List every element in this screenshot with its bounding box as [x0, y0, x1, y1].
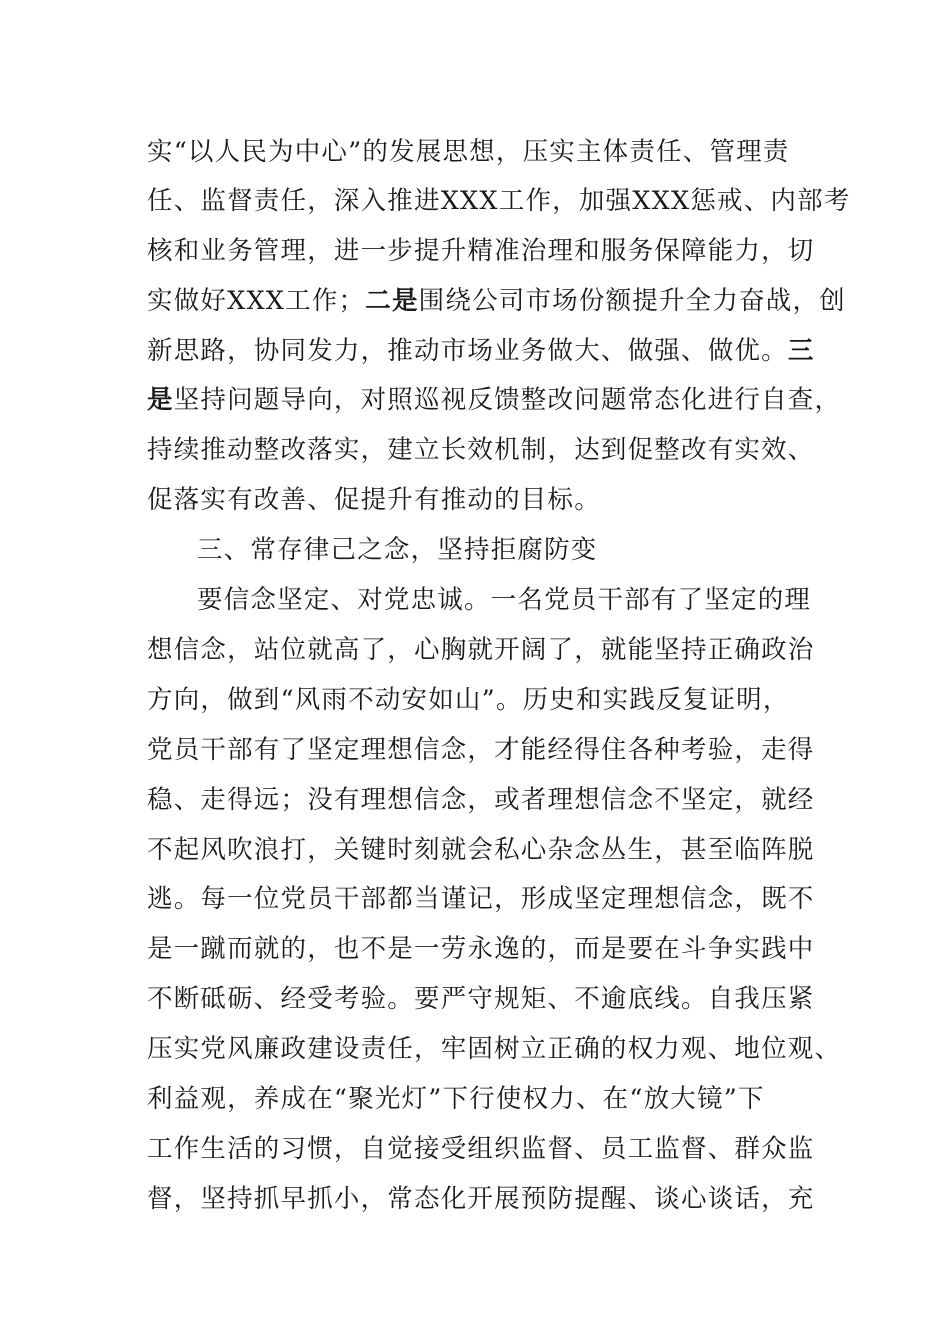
text-line: 促落实有改善、促提升有推动的目标。 — [147, 485, 601, 515]
text-line: 督，坚持抓早抓小，常态化开展预防提醒、谈心谈话，充 — [147, 1184, 815, 1214]
text-line: 方向，做到“风雨不动安如山”。历史和实践反复证明， — [147, 685, 790, 715]
text-line: 压实党风廉政建设责任，牢固树立正确的权力观、地位观、 — [147, 1034, 842, 1064]
text-line: 是一蹴而就的，也不是一劳永逸的，而是要在斗争实践中 — [147, 934, 815, 964]
text-line — [147, 285, 846, 317]
text-line: 想信念，站位就高了，心胸就开阔了，就能坚持正确政治 — [147, 635, 815, 665]
text-line: 不断砥砺、经受考验。要严守规矩、不逾底线。自我压紧 — [147, 984, 815, 1014]
text-line: 稳、走得远；没有理想信念，或者理想信念不坚定，就经 — [147, 785, 815, 815]
text-line — [147, 335, 815, 367]
section-heading: 三、常存律己之念，坚持拒腐防变 — [197, 535, 598, 565]
bold-marker: 三 — [787, 336, 815, 366]
text-line: 要信念坚定、对党忠诚。一名党员干部有了坚定的理 — [197, 585, 812, 615]
text-line: 利益观，养成在“聚光灯”下行使权力、在“放大镜”下 — [147, 1084, 765, 1114]
text-line: 不起风吹浪打，关键时刻就会私心杂念丛生，甚至临阵脱 — [147, 835, 815, 865]
text-span: 坚持问题导向，对照巡视反馈整改问题常态化进行自查， — [173, 385, 842, 415]
bold-marker: 是 — [147, 385, 174, 415]
text-span: 新思路，协同发力，推动市场业务做大、做强、做优。 — [147, 336, 788, 366]
text-line: 持续推动整改落实，建立长效机制，达到促整改有实效、 — [147, 435, 815, 465]
bold-marker: 二是 — [365, 286, 419, 316]
text-line: 党员干部有了坚定理想信念，才能经得住各种考验，走得 — [147, 735, 815, 765]
text-line: 任、监督责任，深入推进XXX工作，加强XXX惩戒、内部考 — [147, 186, 851, 216]
text-span: 围绕公司市场份额提升全力奋战，创 — [418, 286, 846, 316]
text-line: 逃。每一位党员干部都当谨记，形成坚定理想信念，既不 — [147, 884, 815, 914]
text-line: 实“以人民为中心”的发展思想，压实主体责任、管理责 — [147, 137, 790, 167]
text-line: 工作生活的习惯，自觉接受组织监督、员工监督、群众监 — [147, 1134, 815, 1164]
text-span: 实做好XXX工作； — [147, 286, 366, 316]
text-line: 核和业务管理，进一步提升精准治理和服务保障能力，切 — [147, 236, 815, 266]
text-line — [147, 384, 842, 416]
